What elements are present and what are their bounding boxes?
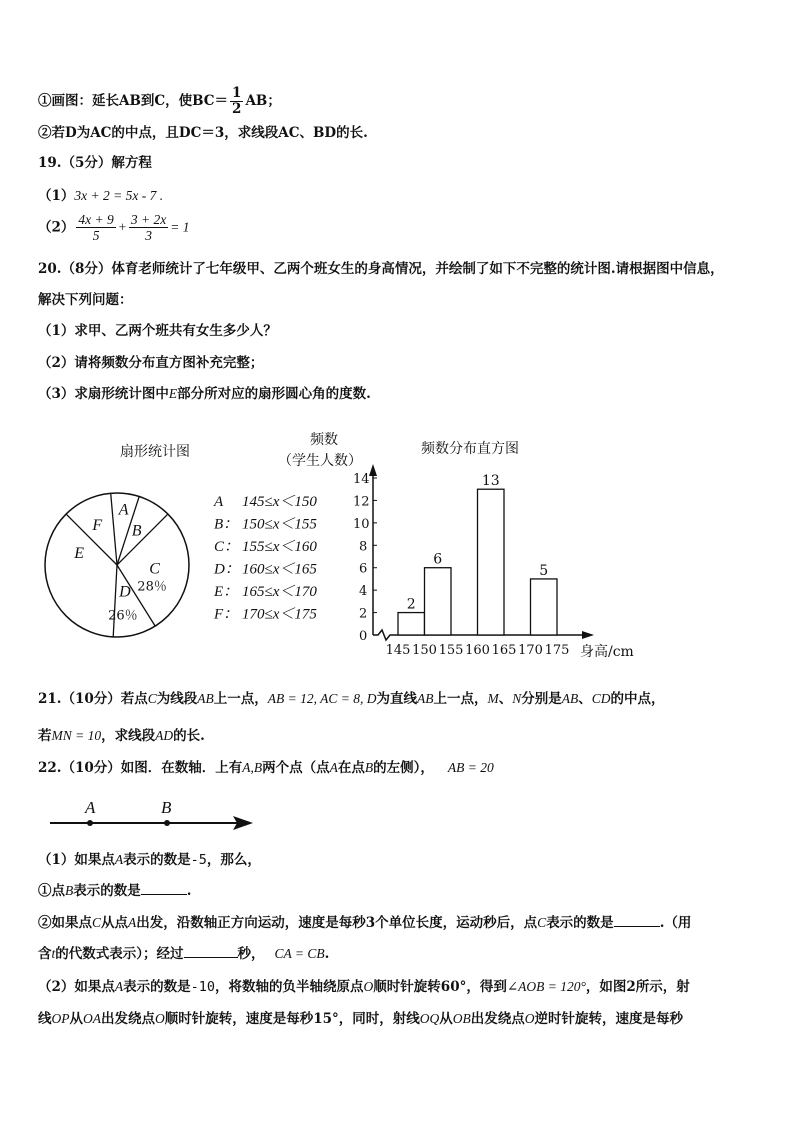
- q20-line2: 解决下列问题：: [38, 292, 133, 308]
- q19-part2: （2） $\frac{4x + 9}{5}$ + $\frac{3 + 2x}{3}$ = 1: [38, 212, 190, 243]
- q21-line1: 21.（10分）若点C为线段AB上一点，AB = 12, AC = 8, D为直线AB上一点，M、N分别是AB、CD的中点，: [38, 691, 665, 707]
- q20-part3: （3）求扇形统计图中E部分所对应的扇形圆心角的度数.: [38, 386, 371, 402]
- legend-key-1: B：: [214, 516, 239, 533]
- legend-range-5: 170≤x＜175: [242, 606, 317, 623]
- statistics-figure: [0, 420, 794, 670]
- legend-range-4: 165≤x＜170: [242, 584, 317, 600]
- histogram-bar-1: [425, 568, 452, 635]
- pie-percent-D: 26％: [108, 608, 138, 624]
- legend-range-3: 160≤x＜165: [242, 561, 317, 578]
- legend-range-0: 145≤x＜150: [242, 494, 317, 510]
- histogram-ylabel-unit: （学生人数）: [278, 453, 362, 469]
- histogram-bar-0: [398, 613, 425, 635]
- pie-label-B: B: [131, 522, 142, 540]
- pie-label-F: F: [92, 516, 103, 534]
- y-tick-label-8: 8: [359, 539, 368, 555]
- y-tick-label-4: 4: [359, 584, 368, 600]
- q22-sub1: ①点B表示的数是 .: [38, 883, 192, 899]
- q22-part1: （1）如果点A表示的数是-5，那么，: [38, 852, 261, 868]
- histogram-bar-label-5: 5: [539, 562, 549, 579]
- legend-key-2: C：: [214, 539, 240, 555]
- point-a-label: A: [85, 798, 96, 817]
- pie-label-C: C: [149, 560, 160, 578]
- y-tick-label-6: 6: [359, 561, 368, 577]
- q20-line1: 20.（8分）体育老师统计了七年级甲、乙两个班女生的身高情况，并绘制了如下不完整的统计图.请根据图中信息，: [38, 261, 724, 277]
- histogram-x-arrow: [582, 631, 594, 639]
- x-tick-label-1: 150: [412, 643, 437, 658]
- point-b: [164, 820, 170, 826]
- pie-percent-C: 28％: [137, 579, 167, 595]
- x-tick-label-5: 170: [518, 643, 543, 658]
- histogram-bar-label-0: 2: [406, 596, 416, 613]
- y-tick-label-12: 12: [353, 494, 370, 510]
- answer-blank[interactable]: [184, 945, 238, 958]
- y-tick-label-0: 0: [359, 629, 368, 644]
- histogram: [353, 464, 634, 660]
- point-b-label: B: [161, 798, 172, 817]
- q19-part1: （1）3x + 2 = 5x - 7 .: [38, 188, 164, 204]
- histogram-xlabel: 身高/cm: [580, 644, 634, 660]
- q19-title: 19.（5分）解方程: [38, 155, 152, 171]
- pie-label-D: D: [119, 583, 131, 601]
- q21-line2: 若MN = 10，求线段AD的长.: [38, 728, 205, 744]
- histogram-ylabel: 频数: [310, 432, 338, 448]
- fraction-one-half: $\frac{1}{2}$: [232, 85, 242, 117]
- y-tick-label-2: 2: [359, 606, 368, 622]
- pie-chart-title: 扇形统计图: [120, 444, 190, 460]
- x-tick-label-3: 160: [465, 643, 490, 658]
- q22-sub3: 含t的代数式表示）；经过 秒， CA = CB.: [38, 946, 330, 962]
- histogram-bar-label-3: 13: [481, 473, 500, 490]
- legend-key-0: A: [214, 494, 224, 510]
- answer-blank[interactable]: [141, 882, 187, 895]
- y-tick-label-14: 14: [353, 472, 370, 487]
- pie-divider-1: [111, 493, 117, 565]
- q22-line1: 22.（10分）如图．在数轴．上有A,B两个点（点A在点B的左侧）， AB = 20: [38, 760, 494, 776]
- fraction-32x-over-3: $\frac{3 + 2x}{3}$: [130, 212, 167, 243]
- legend-range-2: 155≤x＜160: [242, 539, 317, 555]
- x-tick-label-6: 175: [544, 643, 570, 658]
- point-a: [87, 820, 93, 826]
- legend-key-4: E：: [214, 584, 239, 600]
- pie-legend: [213, 494, 317, 623]
- legend-range-1: 150≤x＜155: [242, 516, 317, 533]
- fraction-4x9-over-5: $\frac{4x + 9}{5}$: [78, 212, 114, 243]
- legend-key-3: D：: [214, 561, 240, 578]
- pie-label-A: A: [118, 501, 129, 519]
- q20-part1: （1）求甲、乙两个班共有女生多少人？: [38, 323, 277, 339]
- histogram-bar-5: [531, 579, 558, 635]
- q18-item1: ①画图：延长AB到C，使BC＝ $\frac{1}{2}$ AB；: [38, 85, 281, 117]
- histogram-bar-label-1: 6: [433, 551, 443, 568]
- number-line-figure: [40, 796, 270, 836]
- x-tick-label-0: 145: [385, 643, 411, 658]
- x-tick-label-4: 165: [491, 643, 517, 658]
- answer-blank[interactable]: [614, 914, 660, 927]
- x-tick-label-2: 155: [438, 643, 464, 658]
- q22-sub2: ②如果点C从点A出发，沿数轴正方向运动，速度是每秒3个单位长度，运动秒后，点C表示的数是 .（用: [38, 915, 692, 931]
- pie-label-E: E: [74, 544, 85, 562]
- pie-divider-5: [113, 565, 117, 637]
- q18-item2: ②若D为AC的中点，且DC＝3，求线段AC、BD的长.: [38, 125, 368, 141]
- histogram-title: 频数分布直方图: [421, 441, 519, 457]
- q22-part2-line1: （2）如果点A表示的数是-10，将数轴的负半轴绕原点O顺时针旋转60°，得到∠AOB = 120°，如图2所示，射: [38, 979, 690, 995]
- histogram-y-arrow: [369, 464, 377, 476]
- histogram-bar-3: [478, 489, 505, 635]
- y-tick-label-10: 10: [353, 516, 370, 532]
- q22-part2-line2: 线OP从OA出发绕点O顺时针旋转，速度是每秒15°，同时，射线OQ从OB出发绕点O逆时针旋转，速度是每秒: [38, 1011, 684, 1027]
- q20-part2: （2）请将频数分布直方图补充完整；: [38, 355, 264, 371]
- legend-key-5: F：: [214, 606, 239, 623]
